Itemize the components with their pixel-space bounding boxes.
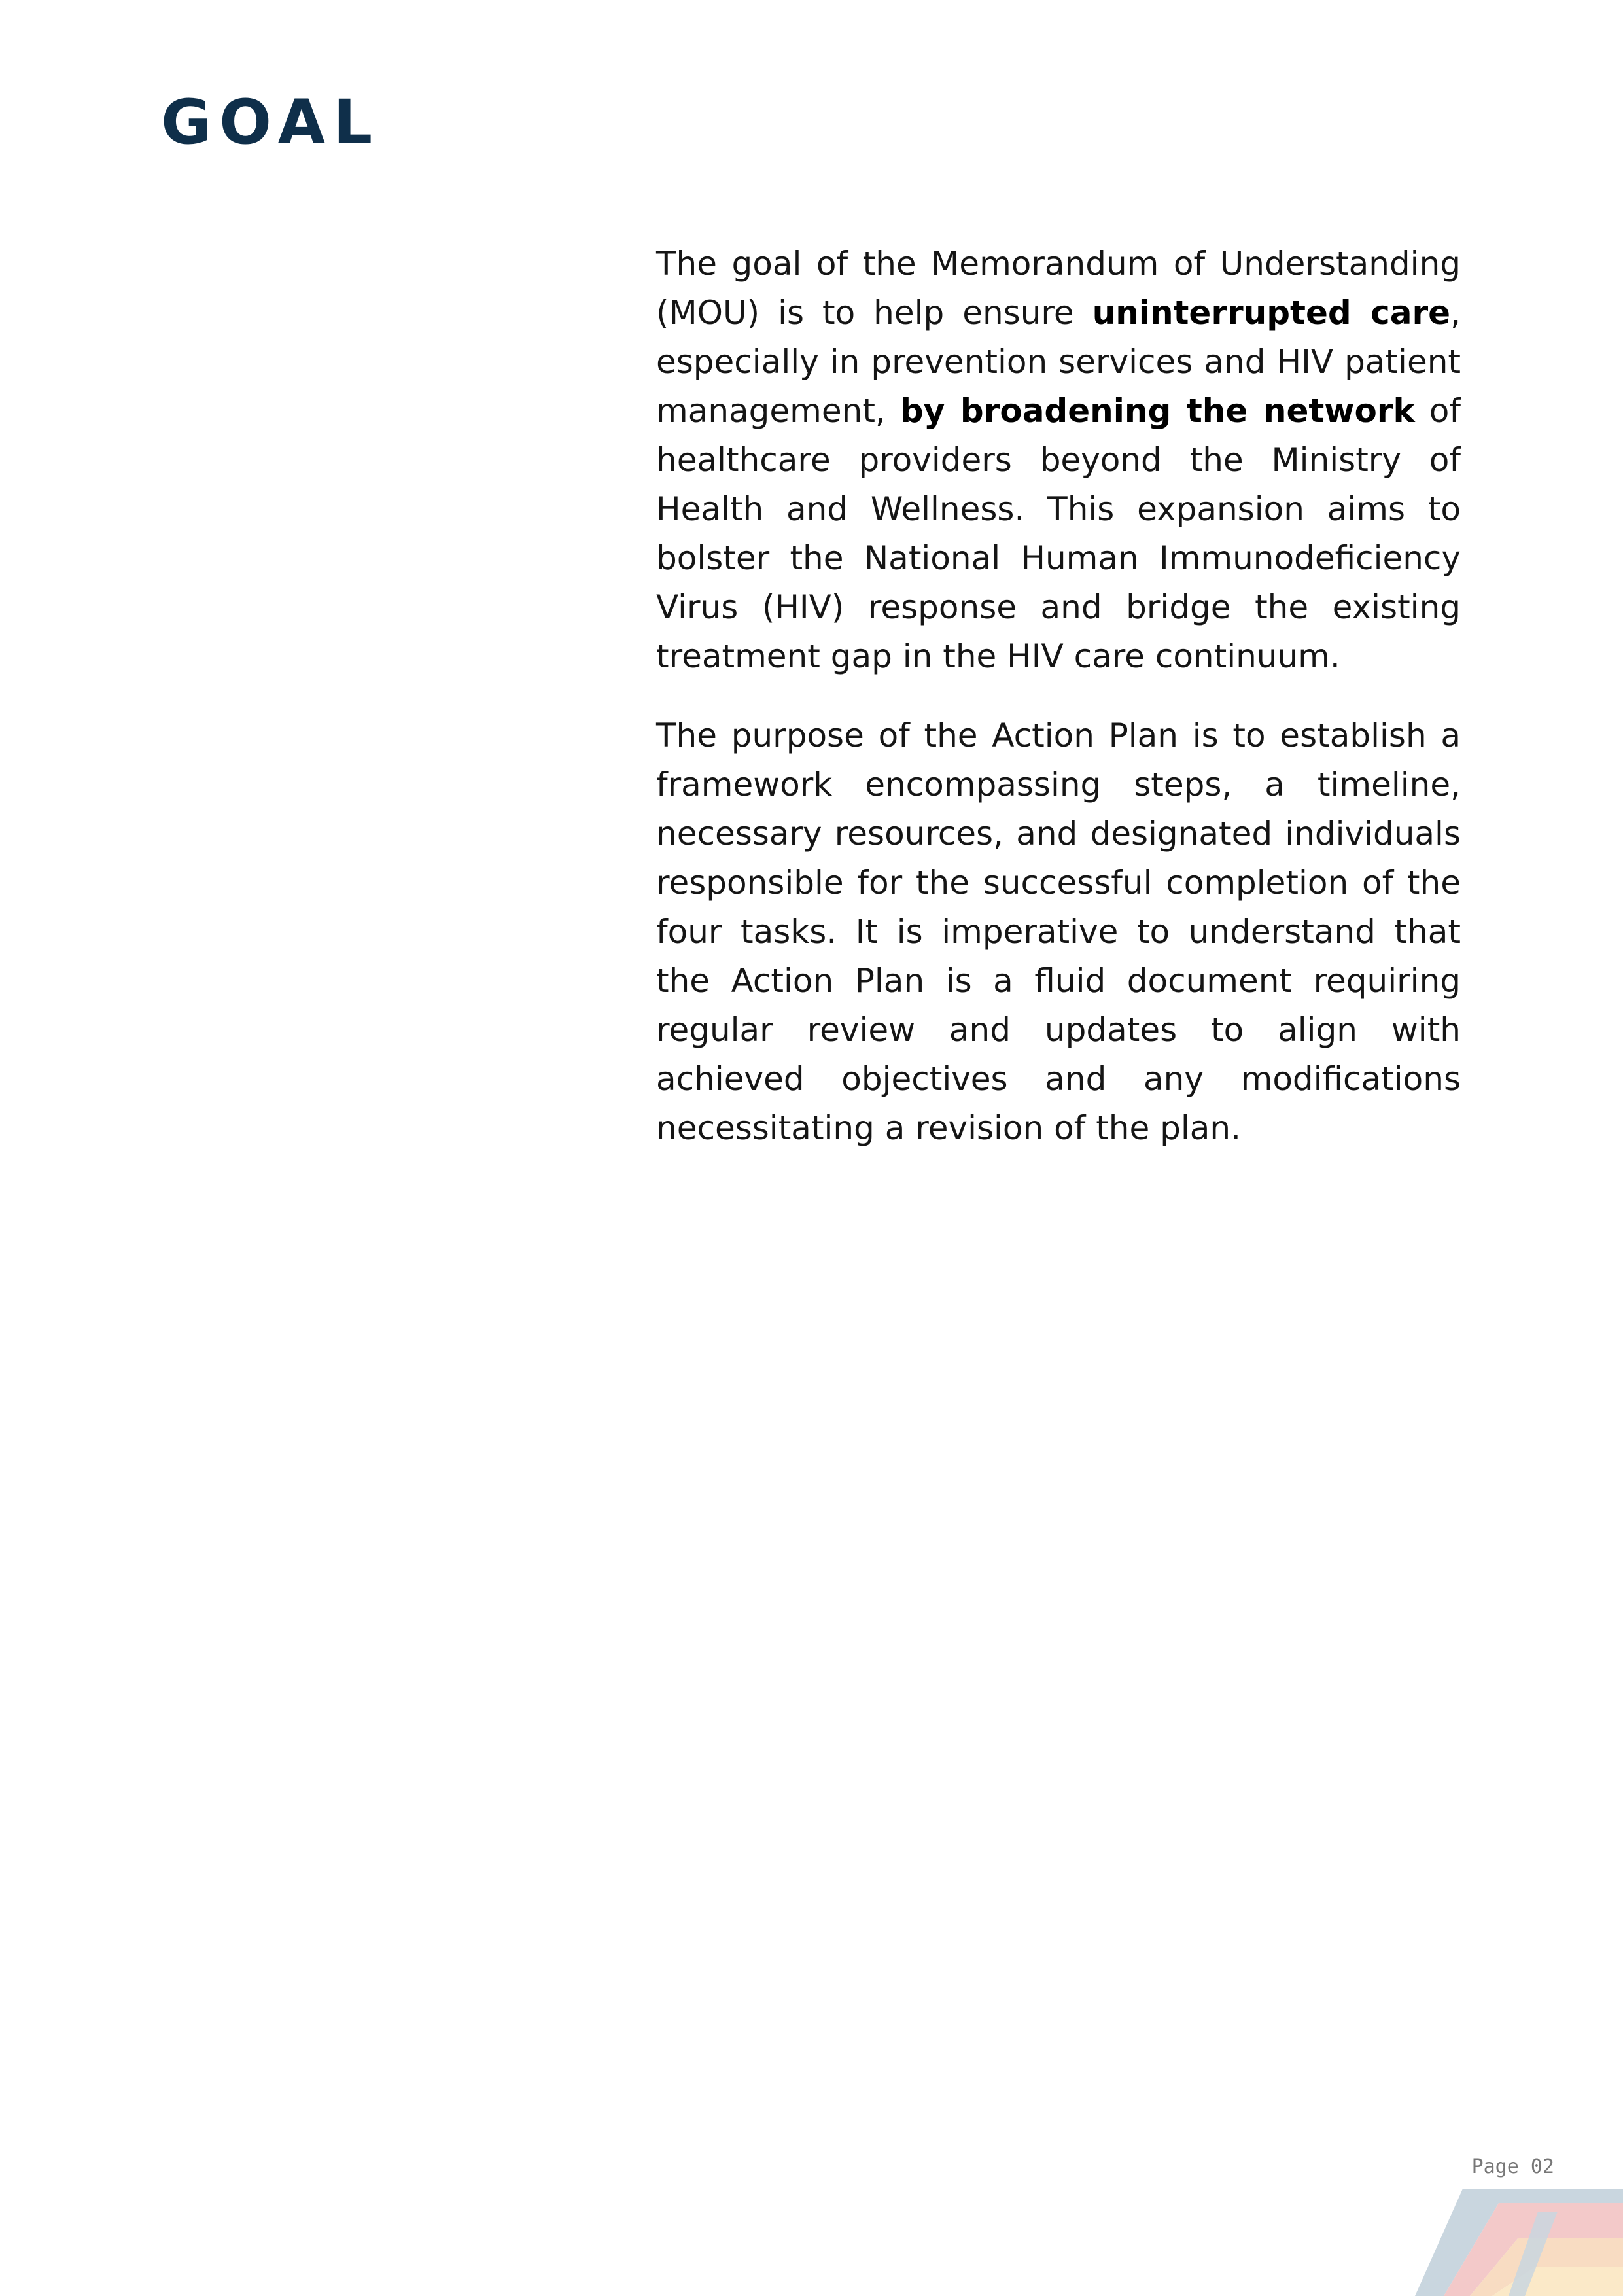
purpose-paragraph: The purpose of the Action Plan is to establish a framework encompassing steps, a timeline, necessary resources, and designated individuals responsible for the successful completion of the four tasks. It is imperative to understand that the Action Plan is a fluid document requiring regular review and updates to align with achieved objectives and any modifications necessitating a revision of the plan. [656, 716, 1461, 1147]
goal-emphasis-uninterrupted-care: uninterrupted care [1092, 294, 1451, 332]
goal-text-part-2: , especially in prevention services and HIV patient management, [656, 294, 1461, 430]
page-title: GOAL [161, 87, 381, 158]
goal-emphasis-broadening-network: by broadening the network [899, 392, 1415, 430]
goal-text-part-3: of healthcare providers beyond the Ministry of Health and Wellness. This expansion aims to bolster the National Human Immunodeficiency Virus (HIV) response and bridge the existing treatment gap in the HIV care continuum. [656, 392, 1461, 675]
body-text [656, 239, 1461, 1183]
goal-text-part-1: The goal of the Memorandum of Understanding (MOU) is to help ensure [656, 245, 1461, 332]
goal-paragraph [656, 239, 1461, 681]
corner-decoration [1401, 2189, 1623, 2296]
page-number: Page 02 [1471, 2155, 1554, 2178]
